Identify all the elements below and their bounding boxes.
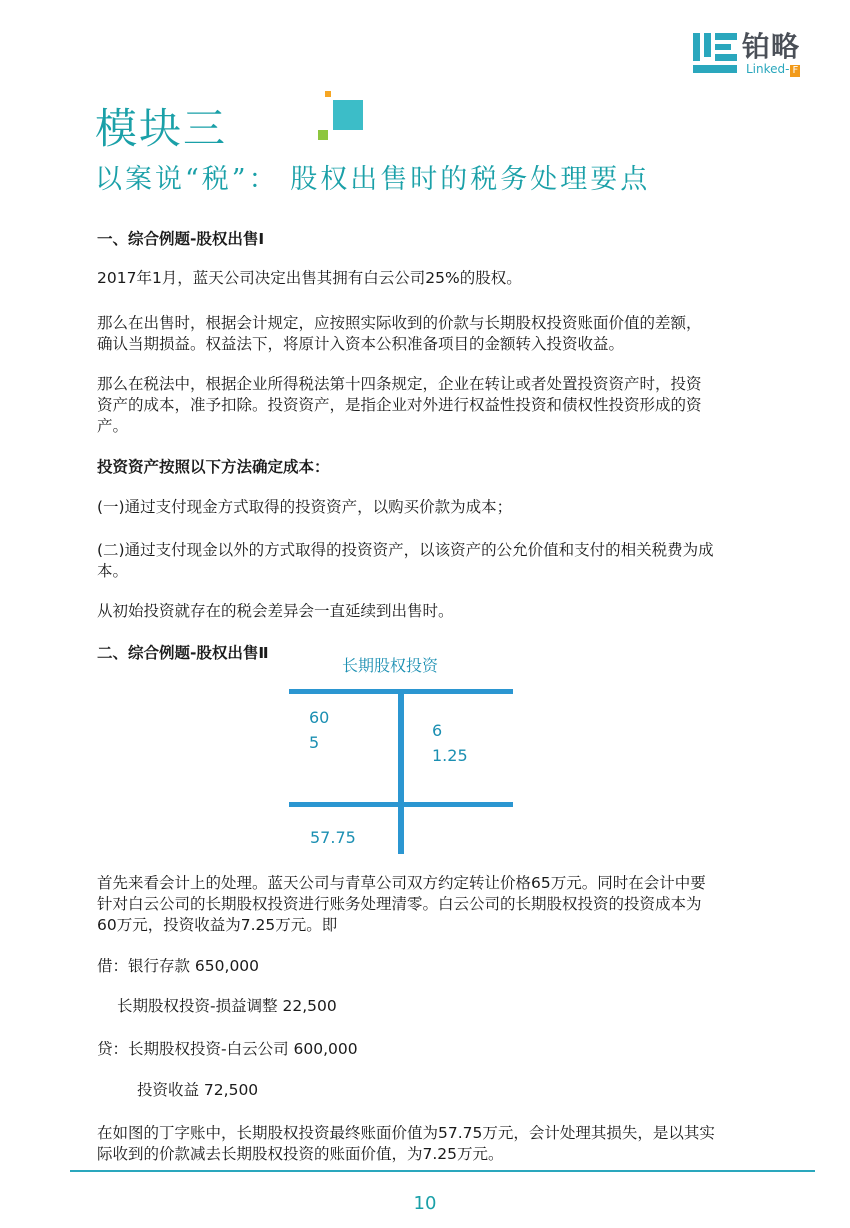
section1-heading: 一、综合例题-股权出售Ⅰ: [97, 230, 265, 248]
decor-square-green: [318, 130, 328, 140]
decor-square-orange: [325, 91, 331, 97]
cost-method-1: (一)通过支付现金方式取得的投资资产，以购买价款为成本；: [97, 498, 513, 516]
t-account-balance: 57.75: [310, 828, 356, 847]
section1-paragraph-4: 从初始投资就存在的税会差异会一直延续到出售时。: [97, 602, 454, 620]
t-account-title: 长期股权投资: [342, 656, 439, 675]
module-title: 模块三: [95, 104, 228, 153]
journal-entry-debit-equity-adjustment: 长期股权投资-损益调整 22,500: [117, 997, 337, 1015]
logo-tag: F: [792, 65, 799, 76]
t-account-balance-rule: [289, 802, 513, 807]
company-logo-mark: [693, 33, 737, 73]
t-account-center-line: [398, 694, 404, 854]
journal-entry-credit-investment-income: 投资收益 72,500: [137, 1081, 259, 1099]
section2-paragraph-1: 首先来看会计上的处理。蓝天公司与青草公司双方约定转让价格65万元。同时在会计中要 针对白云公司的长期股权投资进行账务处理清零。白云公司的长期股权投资的投资成本为 60万元，投资收益为7.25万元。即: [97, 874, 706, 934]
decor-square-teal: [333, 100, 363, 130]
section2-heading: 二、综合例题-股权出售Ⅱ: [97, 644, 269, 662]
cost-method-2: (二)通过支付现金以外的方式取得的投资资产，以该资产的公允价值和支付的相关税费为成 本。: [97, 541, 714, 580]
company-logo-subtitle: Linked- F: [746, 62, 799, 76]
company-logo-name: 铂略: [742, 30, 801, 63]
section1-paragraph-1: 2017年1月，蓝天公司决定出售其拥有白云公司25%的股权。: [97, 269, 522, 287]
section1-paragraph-2: 那么在出售时，根据会计规定，应按照实际收到的价款与长期股权投资账面价值的差额， 确认当期损益。权益法下，将原计入资本公积准备项目的金额转入投资收益。: [97, 314, 702, 353]
section1-paragraph-3: 那么在税法中，根据企业所得税法第十四条规定，企业在转让或者处置投资资产时，投资 资产的成本，准予扣除。投资资产，是指企业对外进行权益性投资和债权性投资形成的资 产。: [97, 375, 702, 435]
footer-divider: [70, 1170, 815, 1172]
t-account-credit-1: 6: [432, 721, 443, 740]
module-subtitle: 以案说“税”： 股权出售时的税务处理要点: [95, 164, 651, 195]
t-account-debit-2: 5: [309, 733, 320, 752]
t-account-credit-2: 1.25: [432, 746, 468, 765]
journal-entry-debit-cash: 借：银行存款 650,000: [97, 957, 260, 975]
section2-paragraph-2: 在如图的丁字账中，长期股权投资最终账面价值为57.75万元，会计处理其损失，是以其实 际收到的价款减去长期股权投资的账面价值，为7.25万元。: [97, 1124, 715, 1163]
journal-entry-credit-investment: 贷：长期股权投资-白云公司 600,000: [97, 1040, 358, 1058]
t-account-debit-1: 60: [309, 708, 330, 727]
cost-method-heading: 投资资产按照以下方法确定成本：: [97, 458, 330, 476]
page-number: 10: [413, 1193, 437, 1214]
